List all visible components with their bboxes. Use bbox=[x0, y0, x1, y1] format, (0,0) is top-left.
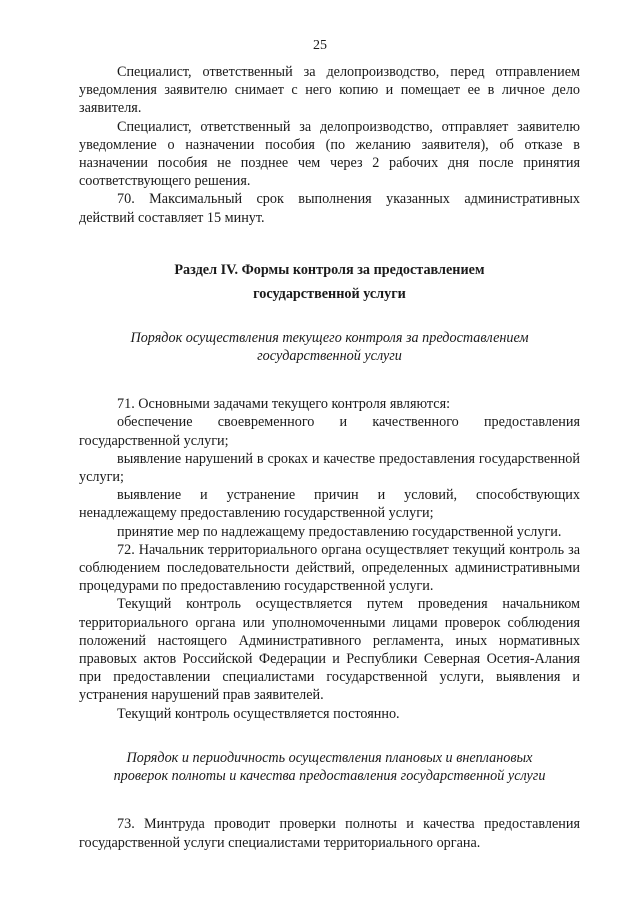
subsection-title-line: Порядок осуществления текущего контроля за предоставлением bbox=[130, 329, 529, 346]
paragraph: выявление и устранение причин и условий, способствующих ненадлежащему предоставлению государственной услуги; bbox=[79, 487, 580, 522]
subsection-title-line: государственной услуги bbox=[257, 348, 402, 365]
paragraph: 73. Минтруда проводит проверки полноты и качества предоставления государственной услуги специалистами территориального органа. bbox=[79, 816, 580, 851]
paragraph: Специалист, ответственный за делопроизводство, перед отправлением уведомления заявителю снимает с него копию и помещает ее в личное дело заявителя. bbox=[79, 64, 580, 117]
section-title bbox=[79, 261, 580, 303]
paragraph: Текущий контроль осуществляется постоянно. bbox=[117, 705, 400, 722]
paragraph: выявление нарушений в сроках и качестве предоставления государственной услуги; bbox=[79, 450, 580, 486]
subsection-title bbox=[79, 329, 580, 365]
section-title-line: Раздел IV. Формы контроля за предоставлением bbox=[174, 261, 485, 278]
page-number: 25 bbox=[313, 38, 327, 53]
paragraph: Специалист, ответственный за делопроизводство, отправляет заявителю уведомление о назначении пособия (по желанию заявителя), об отказе в назначении пособия не позднее чем через 2 рабочих дня после принятия соответствующего решения. bbox=[79, 118, 580, 190]
subsection-title-line: Порядок и периодичность осуществления плановых и внеплановых bbox=[126, 749, 533, 766]
subsection-title-line: проверок полноты и качества предоставления государственной услуги bbox=[113, 768, 546, 785]
paragraph: 70. Максимальный срок выполнения указанных административных действий составляет 15 минут. bbox=[79, 191, 580, 226]
paragraph: принятие мер по надлежащему предоставлению государственной услуги. bbox=[117, 523, 562, 540]
page-content bbox=[79, 63, 580, 852]
paragraph: Текущий контроль осуществляется путем проведения начальником территориального органа или уполномоченными лицами проверок соблюдения положений настоящего Административного регламента, иных нормативных правовых актов Российской Федерации и Республики Северная Осетия-Алания при предоставлении специалистами государственной услуги, выявления и устранения нарушений прав заявителей. bbox=[79, 596, 580, 704]
subsection-title bbox=[79, 749, 580, 785]
paragraph: 71. Основными задачами текущего контроля являются: bbox=[117, 396, 451, 413]
paragraph: обеспечение своевременного и качественного предоставления государственной услуги; bbox=[79, 414, 580, 449]
paragraph: 72. Начальник территориального органа осуществляет текущий контроль за соблюдением последовательности действий, определенных административными процедурами по предоставлению государственной услуги. bbox=[79, 541, 580, 595]
section-title-line: государственной услуги bbox=[253, 285, 406, 302]
